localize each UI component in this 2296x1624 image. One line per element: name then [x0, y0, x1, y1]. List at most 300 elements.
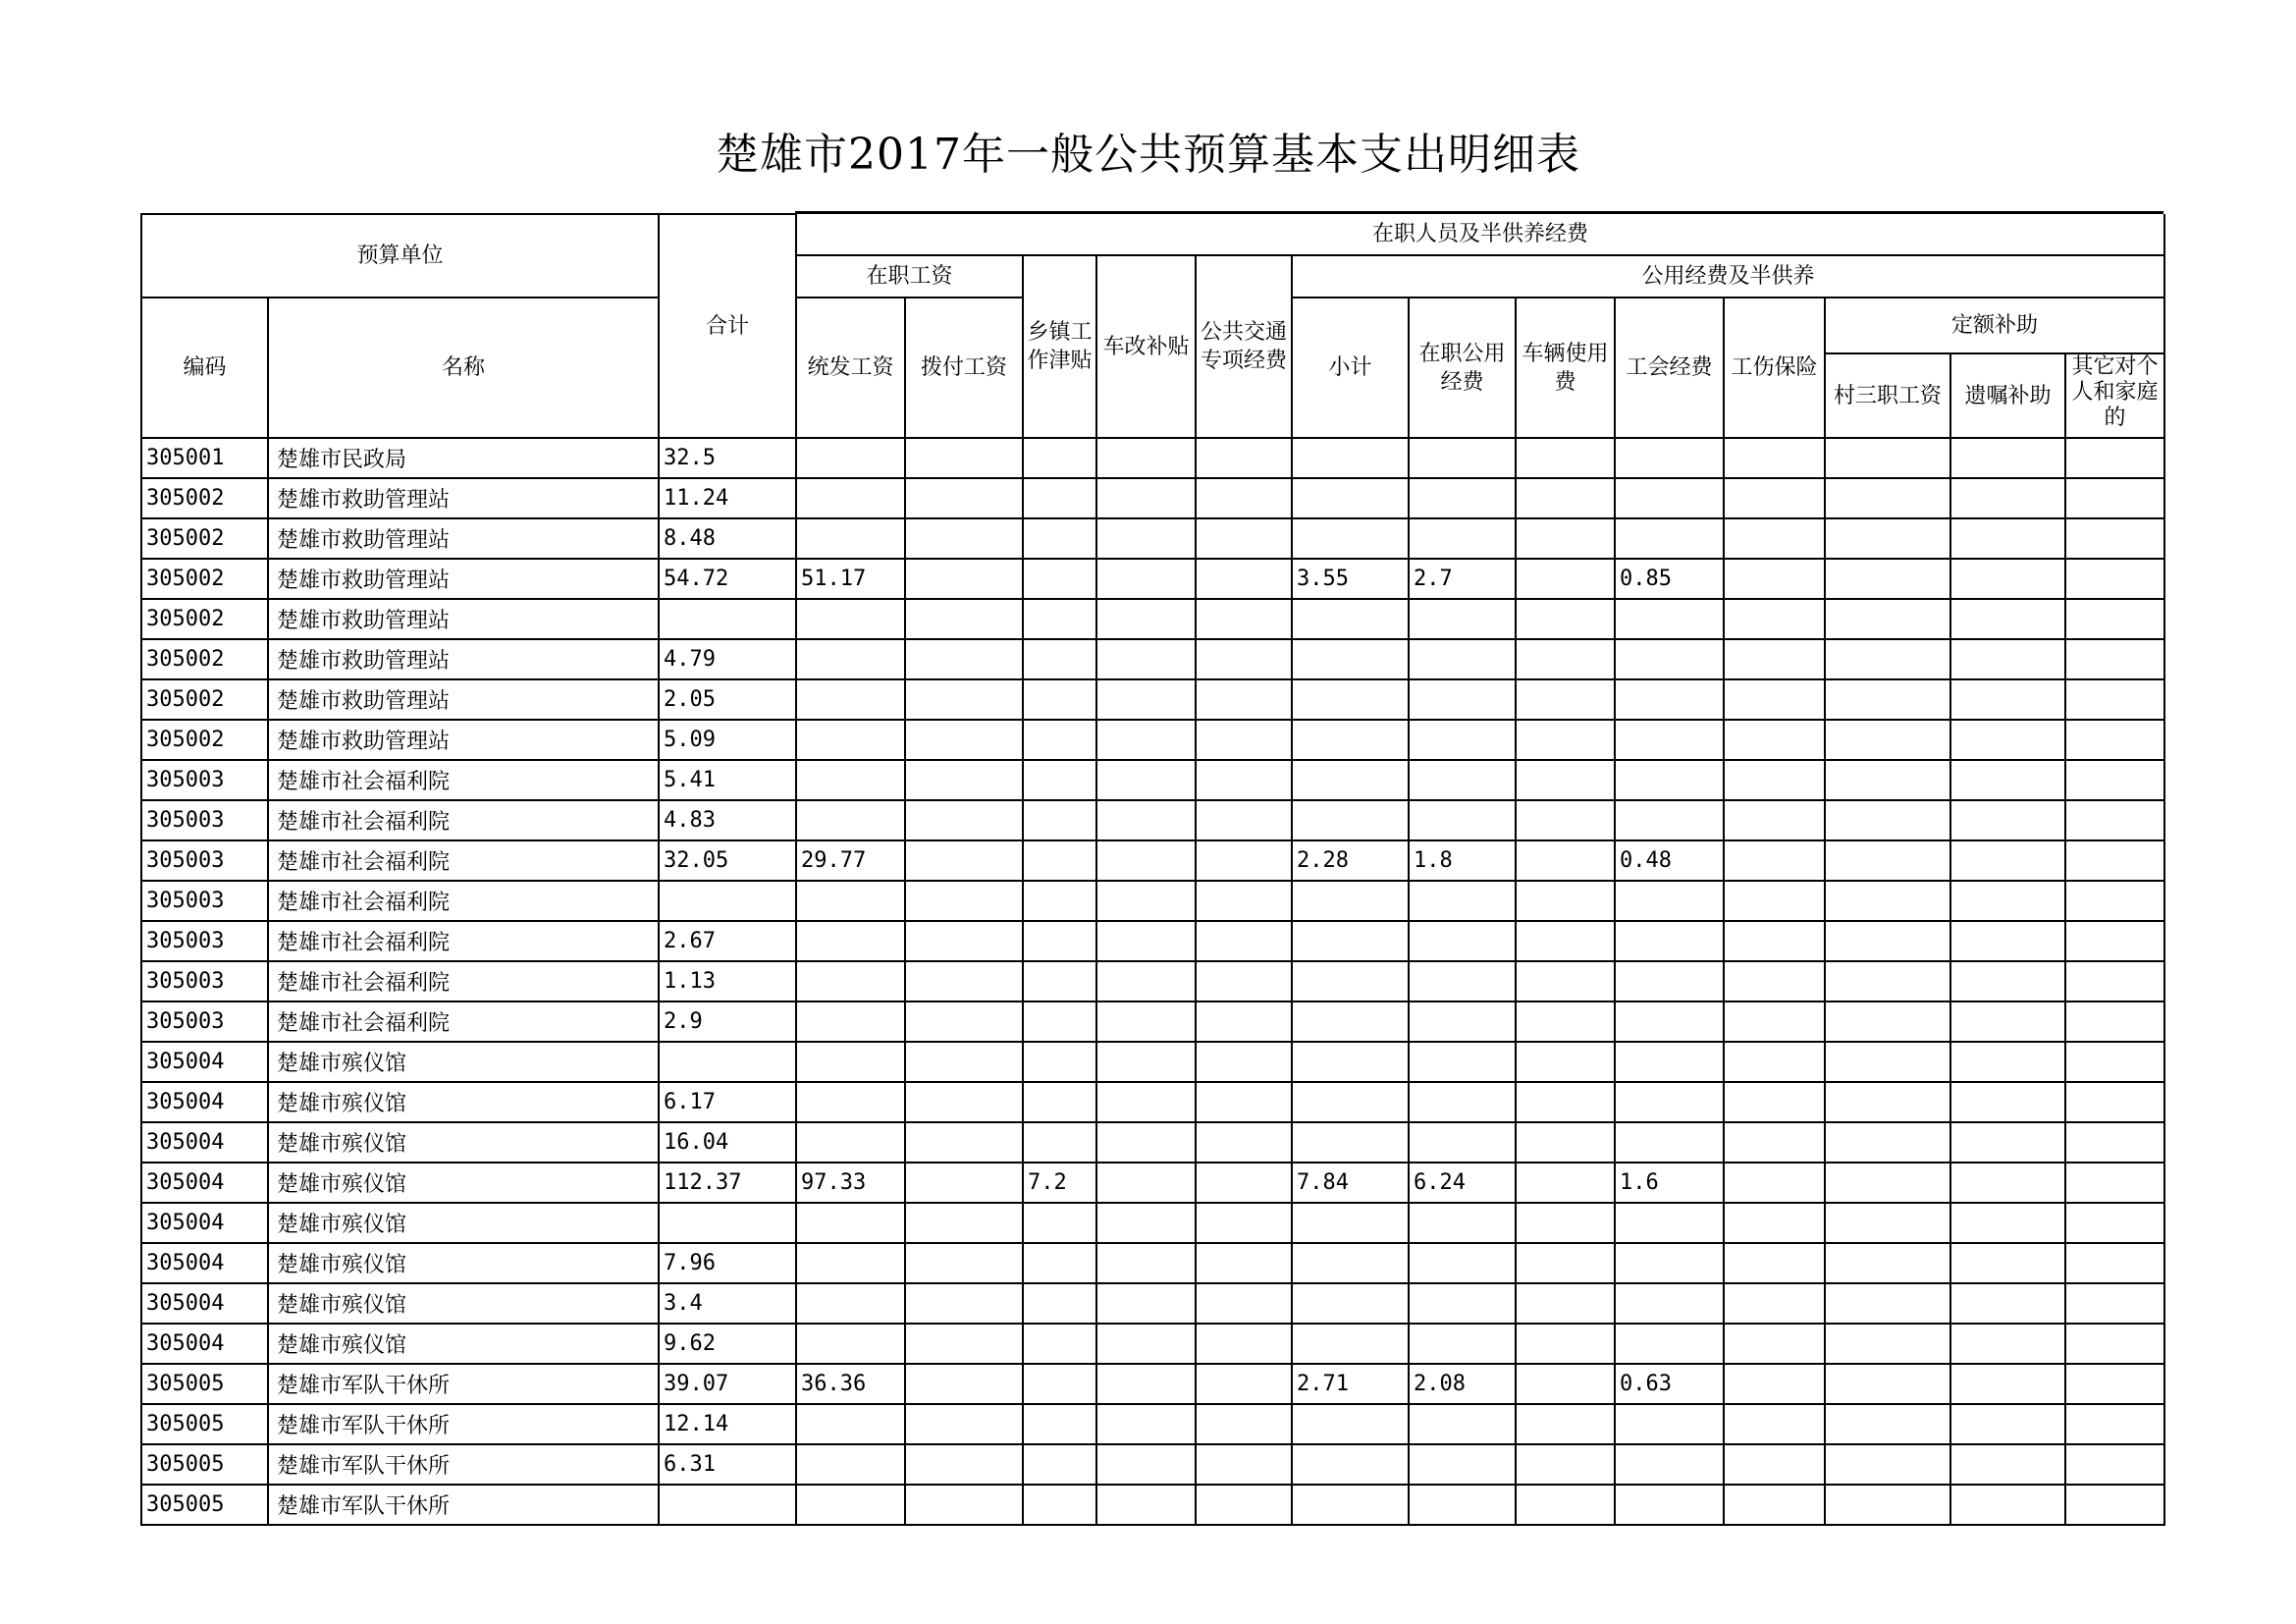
header-transport-special: 公共交通专项经费 [1196, 255, 1292, 438]
table-row [141, 1485, 2164, 1525]
cell-c1 [796, 881, 905, 921]
cell-c13 [2065, 800, 2164, 840]
cell-c9 [1615, 921, 1724, 961]
cell-c10 [1724, 961, 1825, 1001]
cell-code: 305002 [141, 679, 268, 720]
cell-c8 [1516, 1404, 1615, 1444]
cell-c6 [1292, 800, 1409, 840]
header-union-fee: 工会经费 [1615, 298, 1724, 438]
cell-c5 [1196, 518, 1292, 559]
cell-code: 305002 [141, 518, 268, 559]
cell-c8 [1516, 800, 1615, 840]
cell-code: 305003 [141, 921, 268, 961]
cell-c6 [1292, 1404, 1409, 1444]
cell-c12 [1950, 1122, 2065, 1163]
cell-c4 [1096, 1283, 1196, 1324]
cell-c6: 3.55 [1292, 559, 1409, 599]
cell-name: 楚雄市社会福利院 [268, 921, 659, 961]
cell-c4 [1096, 478, 1196, 518]
cell-c1 [796, 1283, 905, 1324]
cell-c6 [1292, 1444, 1409, 1485]
cell-c4 [1096, 1042, 1196, 1082]
cell-total [659, 881, 796, 921]
cell-c4 [1096, 559, 1196, 599]
cell-c9 [1615, 961, 1724, 1001]
cell-c2 [905, 921, 1023, 961]
cell-c3 [1023, 1404, 1096, 1444]
cell-c10 [1724, 679, 1825, 720]
cell-c9: 0.48 [1615, 840, 1724, 881]
page-title: 楚雄市2017年一般公共预算基本支出明细表 [716, 130, 1580, 180]
table-row [141, 921, 2164, 961]
cell-c12 [1950, 599, 2065, 639]
cell-c7: 2.7 [1409, 559, 1516, 599]
cell-c5 [1196, 1444, 1292, 1485]
cell-name: 楚雄市救助管理站 [268, 559, 659, 599]
cell-c6 [1292, 639, 1409, 679]
header-bequest-subsidy: 遗嘱补助 [1950, 353, 2065, 438]
cell-c11 [1825, 679, 1950, 720]
cell-c1: 29.77 [796, 840, 905, 881]
cell-c7 [1409, 518, 1516, 559]
cell-code: 305002 [141, 639, 268, 679]
cell-c1: 36.36 [796, 1364, 905, 1404]
cell-c9 [1615, 438, 1724, 478]
cell-c1 [796, 720, 905, 760]
cell-name: 楚雄市救助管理站 [268, 639, 659, 679]
cell-c9 [1615, 881, 1724, 921]
cell-c12 [1950, 1444, 2065, 1485]
cell-c3 [1023, 840, 1096, 881]
cell-c3 [1023, 961, 1096, 1001]
cell-c2 [905, 559, 1023, 599]
cell-c4 [1096, 1122, 1196, 1163]
cell-c4 [1096, 921, 1196, 961]
cell-c4 [1096, 639, 1196, 679]
cell-c10 [1724, 438, 1825, 478]
cell-c9 [1615, 1243, 1724, 1283]
cell-c11 [1825, 760, 1950, 800]
cell-c5 [1196, 1404, 1292, 1444]
cell-total: 1.13 [659, 961, 796, 1001]
cell-c8 [1516, 599, 1615, 639]
cell-c8 [1516, 1001, 1615, 1042]
cell-c9 [1615, 1082, 1724, 1122]
header-vehicle-reform: 车改补贴 [1096, 255, 1196, 438]
cell-code: 305004 [141, 1283, 268, 1324]
cell-c12 [1950, 559, 2065, 599]
cell-total [659, 599, 796, 639]
cell-c12 [1950, 679, 2065, 720]
cell-c12 [1950, 1404, 2065, 1444]
cell-c1 [796, 1243, 905, 1283]
cell-c9 [1615, 760, 1724, 800]
cell-total: 4.79 [659, 639, 796, 679]
cell-c4 [1096, 760, 1196, 800]
cell-c6 [1292, 1243, 1409, 1283]
cell-c5 [1196, 1001, 1292, 1042]
cell-c4 [1096, 518, 1196, 559]
cell-c3 [1023, 1283, 1096, 1324]
cell-c12 [1950, 1082, 2065, 1122]
cell-c13 [2065, 559, 2164, 599]
cell-c3 [1023, 1485, 1096, 1525]
cell-c9 [1615, 1485, 1724, 1525]
cell-c9 [1615, 720, 1724, 760]
cell-total: 7.96 [659, 1243, 796, 1283]
cell-c2 [905, 840, 1023, 881]
cell-c9 [1615, 800, 1724, 840]
cell-c7 [1409, 1082, 1516, 1122]
cell-code: 305002 [141, 559, 268, 599]
cell-c8 [1516, 881, 1615, 921]
table-row [141, 1163, 2164, 1203]
table-row [141, 1122, 2164, 1163]
cell-code: 305005 [141, 1444, 268, 1485]
cell-c3 [1023, 720, 1096, 760]
cell-c12 [1950, 518, 2065, 559]
cell-c10 [1724, 720, 1825, 760]
cell-c13 [2065, 1042, 2164, 1082]
cell-total: 3.4 [659, 1283, 796, 1324]
cell-code: 305004 [141, 1122, 268, 1163]
cell-code: 305003 [141, 961, 268, 1001]
cell-total: 112.37 [659, 1163, 796, 1203]
cell-c6 [1292, 438, 1409, 478]
cell-code: 305001 [141, 438, 268, 478]
cell-c6 [1292, 881, 1409, 921]
cell-total [659, 1042, 796, 1082]
cell-c3 [1023, 599, 1096, 639]
cell-c4 [1096, 1324, 1196, 1364]
cell-c13 [2065, 1404, 2164, 1444]
header-public-group: 公用经费及半供养 [1292, 255, 2164, 298]
cell-c11 [1825, 1042, 1950, 1082]
cell-c11 [1825, 720, 1950, 760]
cell-c7 [1409, 961, 1516, 1001]
header-village-cadre: 村三职工资 [1825, 353, 1950, 438]
cell-c10 [1724, 518, 1825, 559]
table-row [141, 1042, 2164, 1082]
cell-c11 [1825, 478, 1950, 518]
table-row [141, 800, 2164, 840]
cell-c13 [2065, 1163, 2164, 1203]
cell-c7: 2.08 [1409, 1364, 1516, 1404]
table-row [141, 1324, 2164, 1364]
cell-total [659, 1485, 796, 1525]
cell-c7: 1.8 [1409, 840, 1516, 881]
cell-c8 [1516, 1485, 1615, 1525]
cell-name: 楚雄市殡仪馆 [268, 1122, 659, 1163]
cell-c12 [1950, 800, 2065, 840]
cell-c5 [1196, 1324, 1292, 1364]
cell-c1 [796, 478, 905, 518]
cell-name: 楚雄市军队干休所 [268, 1444, 659, 1485]
cell-name: 楚雄市民政局 [268, 438, 659, 478]
cell-name: 楚雄市殡仪馆 [268, 1283, 659, 1324]
cell-c9 [1615, 639, 1724, 679]
cell-c11 [1825, 1404, 1950, 1444]
cell-name: 楚雄市救助管理站 [268, 478, 659, 518]
cell-code: 305004 [141, 1203, 268, 1243]
cell-c7 [1409, 1404, 1516, 1444]
header-allocated-salary: 拨付工资 [905, 298, 1023, 438]
cell-c2 [905, 1122, 1023, 1163]
table-row [141, 599, 2164, 639]
cell-c9 [1615, 1042, 1724, 1082]
cell-total: 6.31 [659, 1444, 796, 1485]
cell-total: 2.9 [659, 1001, 796, 1042]
table-row [141, 840, 2164, 881]
cell-c1 [796, 760, 905, 800]
cell-c11 [1825, 639, 1950, 679]
cell-total: 8.48 [659, 518, 796, 559]
cell-c8 [1516, 438, 1615, 478]
cell-total: 5.41 [659, 760, 796, 800]
cell-c12 [1950, 961, 2065, 1001]
cell-c12 [1950, 840, 2065, 881]
cell-code: 305003 [141, 881, 268, 921]
cell-c2 [905, 1243, 1023, 1283]
cell-c12 [1950, 1042, 2065, 1082]
cell-c13 [2065, 921, 2164, 961]
cell-name: 楚雄市殡仪馆 [268, 1324, 659, 1364]
cell-c8 [1516, 961, 1615, 1001]
cell-c13 [2065, 679, 2164, 720]
cell-c9 [1615, 1324, 1724, 1364]
cell-c4 [1096, 961, 1196, 1001]
header-staff-funds: 在职人员及半供养经费 [796, 214, 2164, 255]
cell-c1 [796, 599, 905, 639]
cell-c11 [1825, 1001, 1950, 1042]
cell-c9 [1615, 478, 1724, 518]
cell-c6 [1292, 1082, 1409, 1122]
cell-c10 [1724, 800, 1825, 840]
cell-c4 [1096, 679, 1196, 720]
cell-c9 [1615, 1203, 1724, 1243]
cell-code: 305004 [141, 1082, 268, 1122]
cell-name: 楚雄市救助管理站 [268, 679, 659, 720]
cell-c5 [1196, 1243, 1292, 1283]
cell-c12 [1950, 881, 2065, 921]
cell-c2 [905, 438, 1023, 478]
cell-c10 [1724, 1203, 1825, 1243]
cell-c3 [1023, 639, 1096, 679]
cell-c12 [1950, 921, 2065, 961]
cell-c8 [1516, 1082, 1615, 1122]
cell-c8 [1516, 478, 1615, 518]
cell-c1 [796, 921, 905, 961]
cell-c2 [905, 478, 1023, 518]
cell-c12 [1950, 1001, 2065, 1042]
cell-c7 [1409, 1243, 1516, 1283]
cell-code: 305004 [141, 1243, 268, 1283]
cell-c10 [1724, 1001, 1825, 1042]
table-row [141, 961, 2164, 1001]
cell-c3 [1023, 1122, 1096, 1163]
cell-c8 [1516, 1122, 1615, 1163]
cell-total: 39.07 [659, 1364, 796, 1404]
cell-c6: 7.84 [1292, 1163, 1409, 1203]
cell-c11 [1825, 1444, 1950, 1485]
cell-c13 [2065, 840, 2164, 881]
cell-c10 [1724, 1163, 1825, 1203]
cell-c3 [1023, 1324, 1096, 1364]
table-row [141, 1203, 2164, 1243]
cell-c11 [1825, 1163, 1950, 1203]
cell-name: 楚雄市救助管理站 [268, 720, 659, 760]
table-row [141, 679, 2164, 720]
cell-name: 楚雄市殡仪馆 [268, 1163, 659, 1203]
table-row [141, 518, 2164, 559]
cell-c4 [1096, 1203, 1196, 1243]
cell-name: 楚雄市社会福利院 [268, 961, 659, 1001]
cell-c11 [1825, 1243, 1950, 1283]
cell-c1: 97.33 [796, 1163, 905, 1203]
cell-c8 [1516, 1283, 1615, 1324]
cell-c7 [1409, 1485, 1516, 1525]
header-name: 名称 [268, 298, 659, 438]
cell-code: 305003 [141, 840, 268, 881]
cell-c2 [905, 800, 1023, 840]
cell-c8 [1516, 921, 1615, 961]
cell-c6 [1292, 1283, 1409, 1324]
cell-c2 [905, 639, 1023, 679]
cell-c2 [905, 961, 1023, 1001]
cell-c1 [796, 1404, 905, 1444]
cell-c11 [1825, 1485, 1950, 1525]
cell-c8 [1516, 720, 1615, 760]
cell-c1 [796, 1203, 905, 1243]
cell-c11 [1825, 961, 1950, 1001]
cell-c13 [2065, 1243, 2164, 1283]
header-vehicle-usage: 车辆使用费 [1516, 298, 1615, 438]
cell-c8 [1516, 559, 1615, 599]
cell-c5 [1196, 840, 1292, 881]
header-injury-insurance: 工伤保险 [1724, 298, 1825, 438]
cell-c9 [1615, 1001, 1724, 1042]
cell-c4 [1096, 438, 1196, 478]
cell-c9 [1615, 599, 1724, 639]
cell-c10 [1724, 1364, 1825, 1404]
cell-c6: 2.28 [1292, 840, 1409, 881]
cell-c9 [1615, 1404, 1724, 1444]
cell-c5 [1196, 1203, 1292, 1243]
table-row [141, 478, 2164, 518]
cell-code: 305003 [141, 760, 268, 800]
cell-code: 305002 [141, 478, 268, 518]
cell-c8 [1516, 760, 1615, 800]
cell-c12 [1950, 1243, 2065, 1283]
cell-total: 4.83 [659, 800, 796, 840]
cell-c11 [1825, 559, 1950, 599]
cell-c5 [1196, 1163, 1292, 1203]
header-other-family: 其它对个人和家庭的 [2065, 353, 2164, 438]
cell-c7: 6.24 [1409, 1163, 1516, 1203]
cell-total: 2.05 [659, 679, 796, 720]
cell-c5 [1196, 881, 1292, 921]
cell-c3 [1023, 1444, 1096, 1485]
cell-code: 305003 [141, 1001, 268, 1042]
cell-c5 [1196, 760, 1292, 800]
cell-name: 楚雄市殡仪馆 [268, 1082, 659, 1122]
cell-c1 [796, 438, 905, 478]
cell-c11 [1825, 1082, 1950, 1122]
header-code: 编码 [141, 298, 268, 438]
cell-code: 305003 [141, 800, 268, 840]
cell-c2 [905, 1203, 1023, 1243]
cell-c8 [1516, 1163, 1615, 1203]
cell-c10 [1724, 1283, 1825, 1324]
cell-c3: 7.2 [1023, 1163, 1096, 1203]
cell-c10 [1724, 1444, 1825, 1485]
cell-c3 [1023, 760, 1096, 800]
cell-c4 [1096, 1485, 1196, 1525]
header-budget-unit: 预算单位 [141, 214, 659, 298]
cell-c9 [1615, 1122, 1724, 1163]
table-row [141, 1404, 2164, 1444]
cell-c13 [2065, 478, 2164, 518]
cell-name: 楚雄市殡仪馆 [268, 1042, 659, 1082]
cell-c4 [1096, 800, 1196, 840]
cell-c10 [1724, 639, 1825, 679]
cell-c7 [1409, 599, 1516, 639]
cell-code: 305002 [141, 599, 268, 639]
cell-c5 [1196, 1283, 1292, 1324]
table-row [141, 1364, 2164, 1404]
cell-c5 [1196, 800, 1292, 840]
cell-c3 [1023, 478, 1096, 518]
cell-c11 [1825, 1364, 1950, 1404]
cell-total [659, 1203, 796, 1243]
header-salary-group: 在职工资 [796, 255, 1023, 298]
cell-c7 [1409, 1444, 1516, 1485]
cell-c5 [1196, 559, 1292, 599]
cell-c11 [1825, 921, 1950, 961]
cell-c2 [905, 1082, 1023, 1122]
table-body [141, 438, 2164, 1525]
cell-c4 [1096, 1444, 1196, 1485]
cell-c13 [2065, 1444, 2164, 1485]
cell-c3 [1023, 1082, 1096, 1122]
cell-c11 [1825, 1283, 1950, 1324]
cell-c7 [1409, 1324, 1516, 1364]
cell-name: 楚雄市社会福利院 [268, 1001, 659, 1042]
cell-c1: 51.17 [796, 559, 905, 599]
cell-c1 [796, 1082, 905, 1122]
cell-c2 [905, 599, 1023, 639]
cell-name: 楚雄市社会福利院 [268, 881, 659, 921]
cell-total: 32.05 [659, 840, 796, 881]
cell-c10 [1724, 1082, 1825, 1122]
cell-c1 [796, 961, 905, 1001]
cell-c3 [1023, 1042, 1096, 1082]
cell-c3 [1023, 921, 1096, 961]
cell-c5 [1196, 639, 1292, 679]
table-row [141, 1283, 2164, 1324]
cell-c7 [1409, 1283, 1516, 1324]
cell-c10 [1724, 840, 1825, 881]
cell-c8 [1516, 1203, 1615, 1243]
cell-c10 [1724, 1404, 1825, 1444]
cell-c13 [2065, 961, 2164, 1001]
cell-c13 [2065, 1122, 2164, 1163]
cell-c12 [1950, 1485, 2065, 1525]
cell-c5 [1196, 1485, 1292, 1525]
cell-c6 [1292, 1485, 1409, 1525]
cell-c12 [1950, 720, 2065, 760]
cell-total: 6.17 [659, 1082, 796, 1122]
